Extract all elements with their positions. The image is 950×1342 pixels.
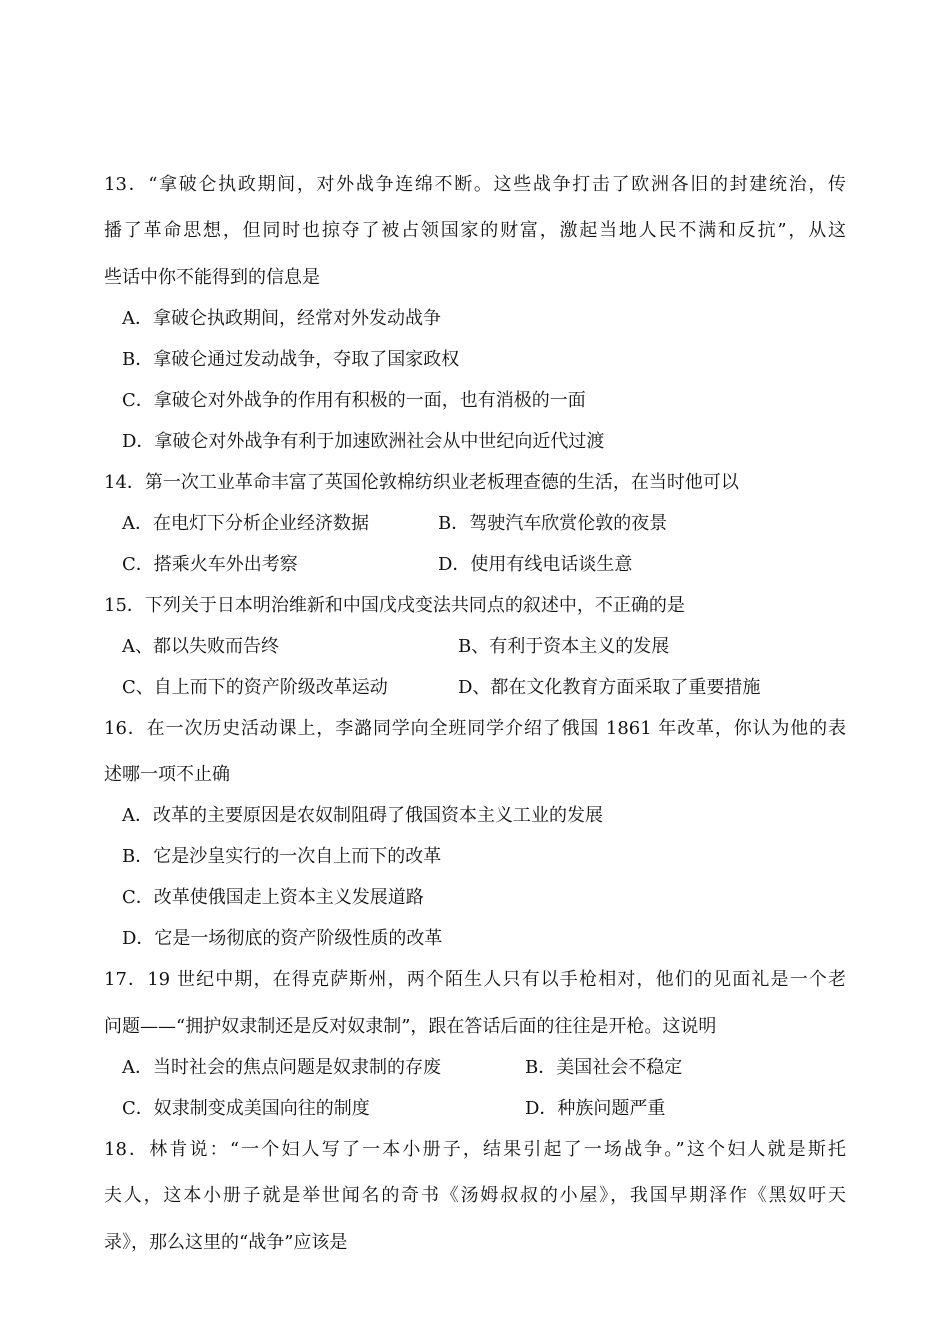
q14-option-b: B．驾驶汽车欣赏伦敦的夜景 bbox=[438, 513, 668, 534]
q13-stem-line-2: 播了革命思想，但同时也掠夺了被占领国家的财富，激起当地人民不满和反抗”，从这 bbox=[104, 220, 846, 241]
q14-stem-line-1: 14．第一次工业革命丰富了英国伦敦棉纺织业老板理查德的生活，在当时他可以 bbox=[104, 472, 739, 493]
q17-stem-line-2: 问题——“拥护奴隶制还是反对奴隶制”，跟在答话后面的往往是开枪。这说明 bbox=[104, 1016, 717, 1037]
q16-option-a: A．改革的主要原因是农奴制阻碍了俄国资本主义工业的发展 bbox=[122, 805, 603, 826]
q17-option-b: B．美国社会不稳定 bbox=[525, 1057, 683, 1078]
q15-stem-line-1: 15．下列关于日本明治维新和中国戊戌变法共同点的叙述中，不正确的是 bbox=[104, 595, 685, 616]
q15-option-d: D、都在文化教育方面采取了重要措施 bbox=[458, 677, 761, 698]
q18-stem-line-1: 18．林肯说：“一个妇人写了一本小册子，结果引起了一场战争。”这个妇人就是斯托 bbox=[104, 1139, 846, 1160]
q13-option-a: A．拿破仑执政期间，经常对外发动战争 bbox=[122, 308, 441, 329]
q17-option-a: A．当时社会的焦点问题是奴隶制的存废 bbox=[122, 1057, 441, 1078]
q13-option-d: D．拿破仑对外战争有利于加速欧洲社会从中世纪向近代过渡 bbox=[122, 431, 605, 452]
q16-option-c: C．改革使俄国走上资本主义发展道路 bbox=[122, 887, 424, 908]
q17-option-c: C．奴隶制变成美国向往的制度 bbox=[122, 1098, 370, 1119]
q14-option-a: A．在电灯下分析企业经济数据 bbox=[122, 513, 369, 534]
q14-option-c: C．搭乘火车外出考察 bbox=[122, 554, 298, 575]
q17-stem-line-1: 17．19 世纪中期，在得克萨斯州，两个陌生人只有以手枪相对，他们的见面礼是一个老 bbox=[104, 969, 846, 990]
q13-option-b: B．拿破仑通过发动战争，夺取了国家政权 bbox=[122, 349, 460, 370]
q18-stem-line-2: 夫人，这本小册子就是举世闻名的奇书《汤姆叔叔的小屋》，我国早期泽作《黑奴吁天 bbox=[104, 1185, 846, 1206]
q16-stem-line-1: 16．在一次历史活动课上，李潞同学向全班同学介绍了俄国 1861 年改革，你认为他的表 bbox=[104, 718, 846, 739]
q18-stem-line-3: 录》，那么这里的“战争”应该是 bbox=[104, 1232, 348, 1253]
q14-option-d: D．使用有线电话谈生意 bbox=[438, 554, 633, 575]
q13-option-c: C．拿破仑对外战争的作用有积极的一面，也有消极的一面 bbox=[122, 390, 586, 411]
q15-option-c: C、自上而下的资产阶级改革运动 bbox=[122, 677, 388, 698]
q13-stem-line-1: 13．“拿破仑执政期间，对外战争连绵不断。这些战争打击了欧洲各旧的封建统治，传 bbox=[104, 174, 846, 195]
q16-stem-line-2: 述哪一项不止确 bbox=[104, 764, 230, 785]
q13-stem-line-3: 些话中你不能得到的信息是 bbox=[104, 267, 320, 288]
q15-option-a: A、都以失败而告终 bbox=[122, 636, 279, 657]
q15-option-b: B、有利于资本主义的发展 bbox=[458, 636, 670, 657]
q16-option-b: B．它是沙皇实行的一次自上而下的改革 bbox=[122, 846, 442, 867]
q16-option-d: D．它是一场彻底的资产阶级性质的改革 bbox=[122, 928, 443, 949]
q17-option-d: D．种族问题严重 bbox=[525, 1098, 666, 1119]
